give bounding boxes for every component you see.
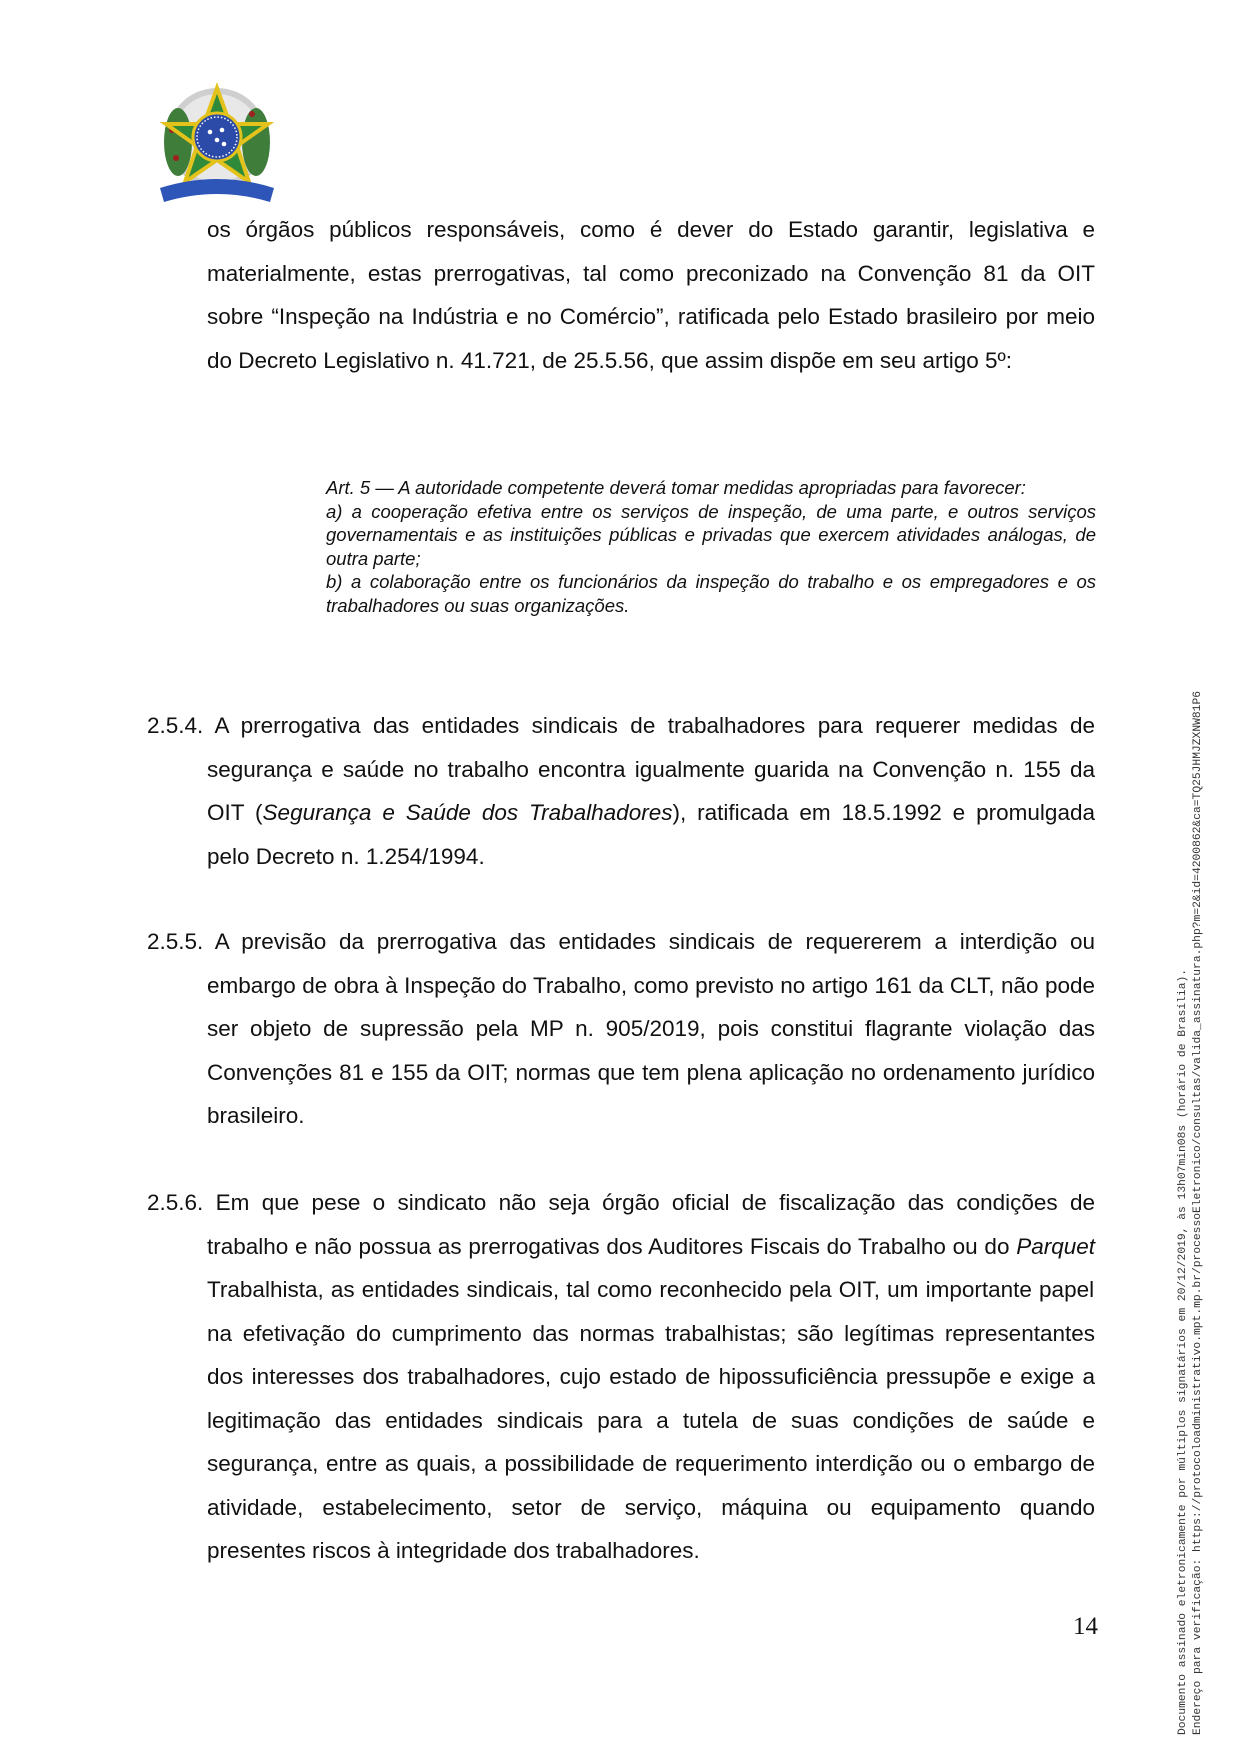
intro-paragraph: os órgãos públicos responsáveis, como é dever do Estado garantir, legislativa e materialmente, estas prerrogativas, tal como preconizado na Convenção 81 da OIT sobre “Inspeção na Indústria e no Comércio”, ratificada pelo Estado brasileiro por meio do Decreto Legislativo n. 41.721, de 25.5.56, que assim dispõe em seu artigo 5º: xyxy=(207,217,1095,373)
parquet-term: Parquet xyxy=(1016,1233,1095,1259)
page-number: 14 xyxy=(1073,1613,1098,1640)
section-text: A previsão da prerrogativa das entidades sindicais de requererem a interdição ou embargo de obra à Inspeção do Trabalho, como previsto no artigo 161 da CLT, não pode ser objeto de supressão pela MP n. 905/2019, pois constitui flagrante violação das Convenções 81 e 155 da OIT; normas que tem plena aplicação no ordenamento jurídico brasileiro. xyxy=(207,929,1095,1128)
section-number: 2.5.6. xyxy=(147,1190,204,1215)
berry xyxy=(173,155,179,161)
signature-stamp xyxy=(1176,691,1205,1735)
section-2-5-5 xyxy=(147,920,1095,1138)
brazil-coat-of-arms-icon xyxy=(150,80,285,210)
section-number: 2.5.5. xyxy=(147,929,204,954)
quote-item-b: b) a colaboração entre os funcionários da inspeção do trabalho e os empregadores e os trabalhadores ou suas organizações. xyxy=(326,571,1096,616)
coffee-branch xyxy=(164,108,192,176)
verification-url: Endereço para verificação: https://protocoloadministrativo.mpt.mp.br/processoEletronico/consultas/valida_assinatura.php?m=2&id=4200862&ca=TQ25JHMJZXNW81P6 xyxy=(1191,690,1204,1735)
section-text-end: Trabalhista, as entidades sindicais, tal como reconhecido pela OIT, um importante papel na efetivação do cumprimento das normas trabalhistas; são legítimas representantes dos interesses dos trabalhadores, cujo estado de hipossuficiência pressupõe e exige a legitimação das entidades sindicais para a tutela de suas condições de saúde e segurança, entre as quais, a possibilidade de requerimento interdição ou o embargo de atividade, estabelecimento, setor de serviço, máquina ou equipamento quando presentes riscos à integridade dos trabalhadores. xyxy=(207,1277,1095,1563)
section-text: Em que pese o sindicato não seja órgão oficial de fiscalização das condições de trabalho e não possua as prerrogativas dos Auditores Fiscais do Trabalho ou do xyxy=(207,1190,1095,1259)
section-text: A prerrogativa das entidades sindicais de trabalhadores para requerer medidas de segurança e saúde no trabalho encontra igualmente guarida na Convenção n. 155 da OIT ( xyxy=(207,713,1095,825)
berry xyxy=(249,111,255,117)
quote-heading: Art. 5 — A autoridade competente deverá tomar medidas apropriadas para favorecer: xyxy=(326,477,1026,498)
star-dot xyxy=(222,142,227,147)
signature-line: Documento assinado eletronicamente por múltiplos signatários em 20/12/2019, às 13h07min08s (horário de Brasília). xyxy=(1177,968,1189,1735)
star-dot xyxy=(208,130,213,135)
section-number: 2.5.4. xyxy=(147,713,204,738)
star-dot xyxy=(215,138,220,143)
article-quote xyxy=(326,476,1096,617)
section-text-end: ), ratificada em 18.5.1992 e promulgada pelo Decreto n. 1.254/1994. xyxy=(207,800,1095,869)
section-2-5-6 xyxy=(147,1181,1095,1573)
quote-item-a: a) a cooperação efetiva entre os serviços de inspeção, de uma parte, e outros serviços governamentais e as instituições públicas e privadas que exercem atividades análogas, de outra parte; xyxy=(326,500,1096,569)
star-dot xyxy=(220,128,225,133)
section-2-5-4 xyxy=(147,704,1095,878)
ribbon xyxy=(160,179,274,202)
emblem-graphic xyxy=(150,80,285,210)
blue-disc xyxy=(193,113,241,161)
convention-title: Segurança e Saúde dos Trabalhadores xyxy=(262,800,673,825)
tobacco-branch xyxy=(242,108,270,176)
